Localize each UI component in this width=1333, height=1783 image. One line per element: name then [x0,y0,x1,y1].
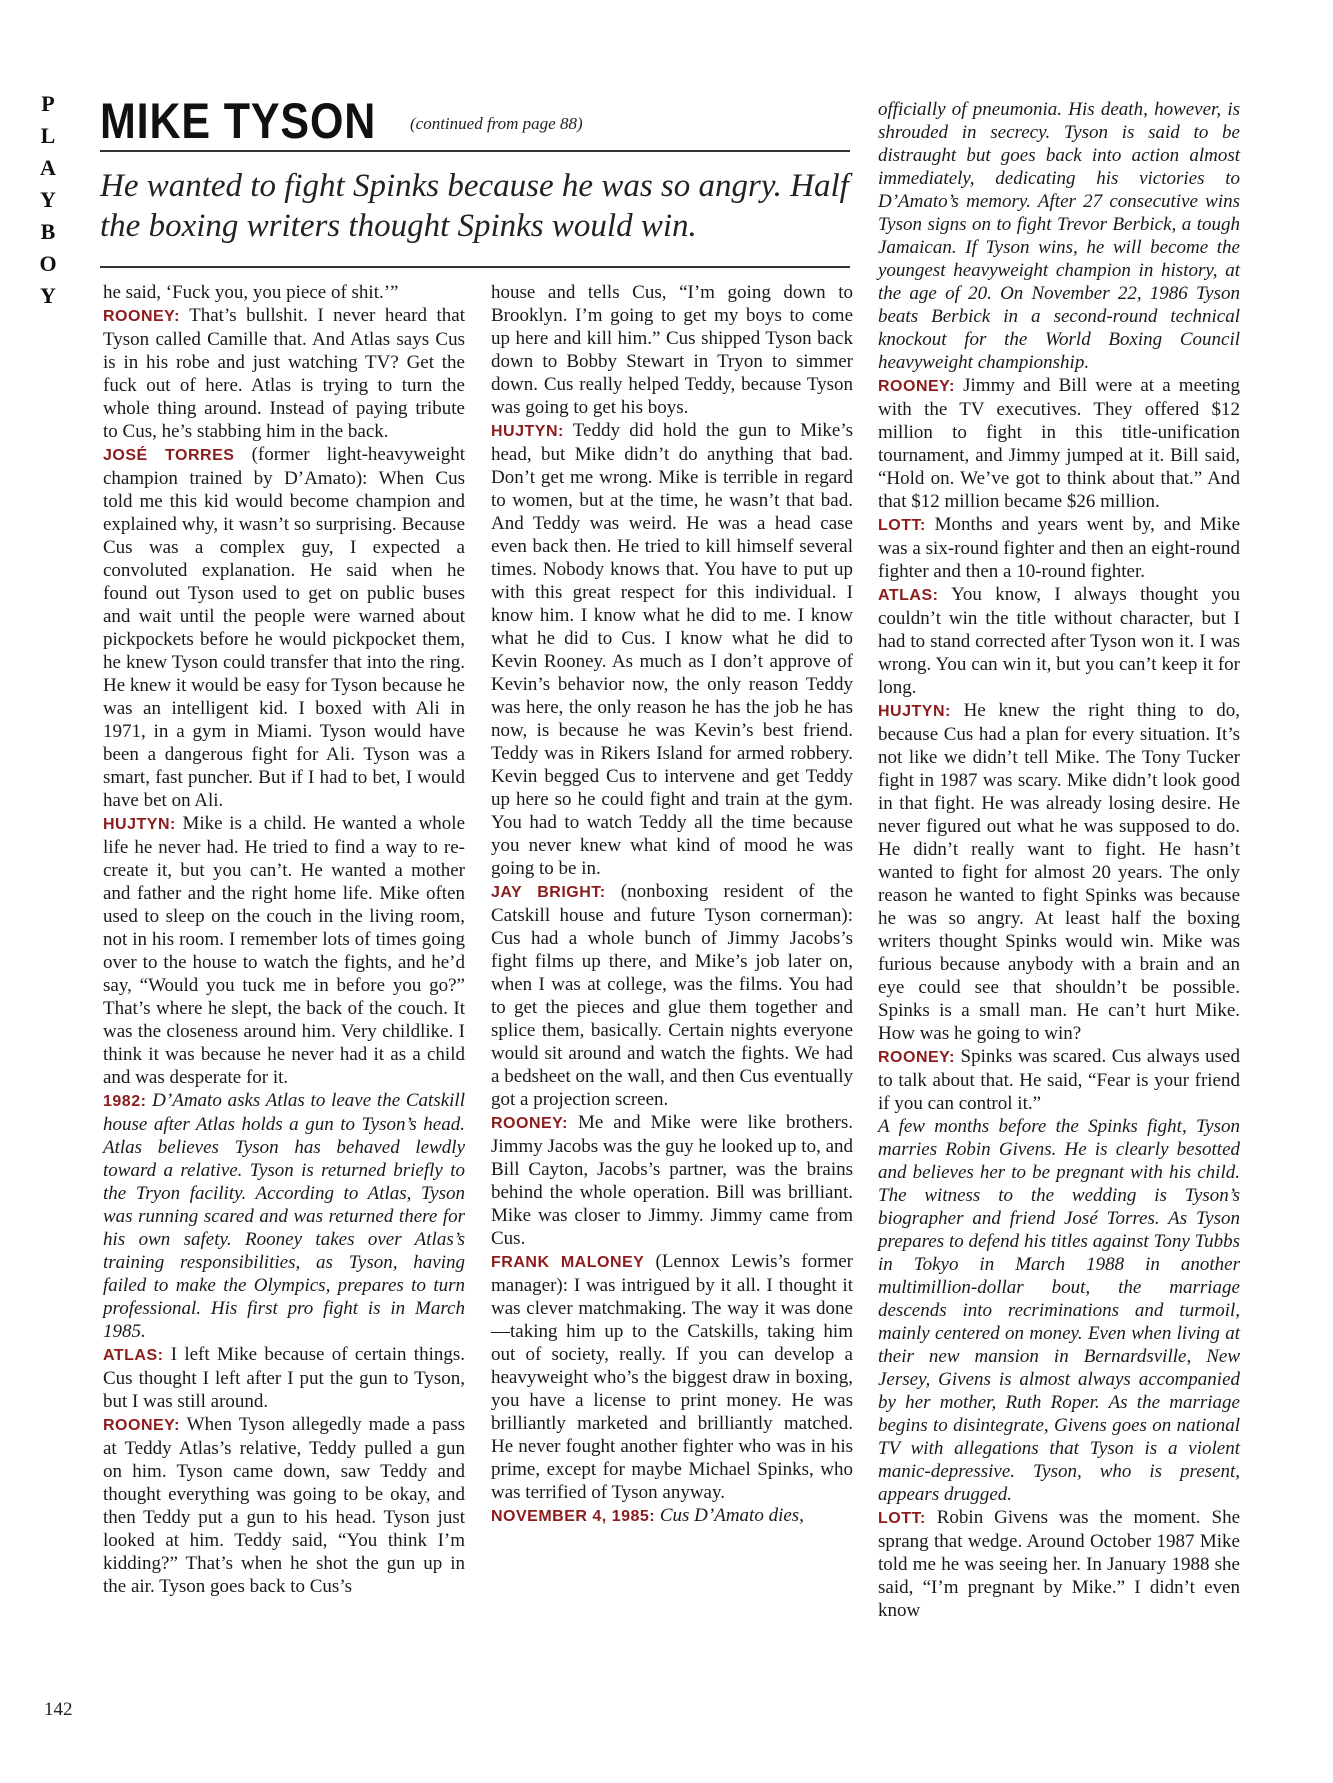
paragraph [103,443,465,812]
paragraph-text: officially of pneumonia. His death, however, is shrouded in secrecy. Tyson is said to be distraught but goes back into action almost immediately, dedicating his victories to D’Amato’s memory. After 27 consecutive wins Tyson signs on to fight Trevor Berbick, a tough Jamaican. If Tyson wins, he will become the youngest heavyweight champion in history, at the age of 20. On November 22, 1986 Tyson beats Berbick in a second-round technical knockout for the World Boxing Council heavyweight championship. [878,99,1240,373]
paragraph [878,513,1240,583]
paragraph [878,699,1240,1045]
paragraph [103,812,465,1089]
pull-quote-rule [100,266,850,268]
article-title: MIKE TYSON [100,93,377,149]
speaker-label: HUJTYN: [103,816,176,833]
speaker-label: JAY BRIGHT: [491,884,606,901]
paragraph [878,1506,1240,1622]
paragraph [878,98,1240,374]
text-column-1 [103,281,465,1598]
paragraph-text: Spinks was scared. Cus always used to talk about that. He said, “Fear is your friend if you can control it.” [878,1046,1240,1114]
paragraph [491,1250,853,1504]
paragraph-text: (Lennox Lewis’s former manager): I was intrigued by it all. I thought it was clever matchmaking. The way it was done—taking him up to the Catskills, taking him out of society, really. If you can develop a heavyweight who’s the biggest draw in boxing, you have a license to print money. He was brilliantly marketed and brilliantly matched. He never fought another fighter who was in his prime, except for maybe Michael Spinks, who was terrified of Tyson anyway. [491,1251,854,1503]
paragraph [878,1115,1240,1506]
paragraph-text: He knew the right thing to do, because Cus had a plan for every situation. It’s not like we didn’t tell Mike. The Tony Tucker fight in 1987 was scary. Mike didn’t look good in that fight. He was already losing desire. He never figured out what he was supposed to do. He didn’t really want to fight. He hasn’t wanted to fight for almost 20 years. The only reason he wanted to fight Spinks was because he was so angry. At least half the boxing writers thought Spinks would win. Mike was furious because anybody with a brain and an eye could see that shouldn’t be possible. Spinks is a small man. He can’t hurt Mike. How was he going to win? [878,700,1240,1044]
speaker-label: HUJTYN: [491,423,564,440]
paragraph [103,1413,465,1598]
speaker-label: LOTT: [878,1510,926,1527]
page-number: 142 [44,1699,73,1720]
paragraph-text: D’Amato asks Atlas to leave the Catskill house after Atlas holds a gun to Tyson’s head. Atlas believes Tyson has behaved lewdly toward a relative. Tyson is returned briefly to the Tryon facility. According to Atlas, Tyson was running scared and was returned there for his own safety. Rooney takes over Atlas’s training responsibilities, as Tyson, having failed to make the Olympics, prepares to turn professional. His first pro fight is in March 1985. [103,1090,465,1342]
paragraph-text: You know, I always thought you couldn’t win the title without character, but I had to stand corrected after Tyson won it. I was wrong. You can win it, but you can’t keep it for long. [878,584,1240,698]
speaker-label: JOSÉ TORRES [103,447,235,464]
mag-letter: Y [40,283,58,308]
pull-quote: He wanted to fight Spinks because he was so angry. Half the boxing writers thought Spinks would win. [100,168,849,244]
mag-letter: A [40,155,58,180]
mag-letter: B [40,219,58,244]
paragraph-text: When Tyson allegedly made a pass at Teddy Atlas’s relative, Teddy pulled a gun on him. Tyson came down, saw Teddy and thought everything was going to be okay, and then Teddy put a gun to his head. Tyson just looked at him. Teddy said, “You think I’m kidding?” That’s when he shot the gun up in the air. Tyson goes back to Cus’s [103,1414,465,1597]
speaker-label: NOVEMBER 4, 1985: [491,1508,656,1525]
paragraph [103,281,465,304]
paragraph-text: (former light-heavyweight champion trained by D’Amato): When Cus told me this kid would become champion and explained why, it wasn’t so surprising. Because Cus was a complex guy, I expected a convoluted explanation. He said when he found out Tyson used to get on public buses and wait until the people were warned about pickpockets before he would pickpocket them, he knew Tyson could transfer that into the ring. He knew it would be easy for Tyson because he was an intelligent kid. I boxed with Ali in 1971, in a gym in Miami. Tyson would have been a dangerous fight for Ali. Tyson was a smart, fast puncher. But if I had to bet, I would have bet on Ali. [103,444,465,811]
paragraph-text: Robin Givens was the moment. She sprang that wedge. Around October 1987 Mike told me he was seeing her. In January 1988 she said, “I’m pregnant by Mike.” I didn’t even know [878,1507,1240,1621]
mag-letter: Y [40,187,58,212]
paragraph-text: house and tells Cus, “I’m going down to Brooklyn. I’m going to get my boys to come up here and kill him.” Cus shipped Tyson back down to Bobby Stewart in Tryon to simmer down. Cus really helped Teddy, because Tyson was going to get his boys. [491,282,853,418]
speaker-label: ROONEY: [103,1417,180,1434]
paragraph-text: Jimmy and Bill were at a meeting with the TV executives. They offered $12 million to fight in this title-unification tournament, and Jimmy jumped at it. Bill said, “Hold on. We’ve got to think about that.” And that $12 million became $26 million. [878,375,1240,512]
paragraph [491,281,853,419]
mag-letter: L [40,123,58,148]
continued-note: (continued from page 88) [410,114,583,133]
text-column-2 [491,281,853,1528]
paragraph [103,1343,465,1413]
paragraph [491,419,853,880]
header-rule [100,150,850,152]
paragraph-text: Mike is a child. He wanted a whole life he never had. He tried to find a way to re-create it, but you can’t. He wanted a mother and father and the right home life. Mike often used to sleep on the couch in the living room, not in his room. I remember lots of times going over to the house to watch the fights, and he’d say, “Would you tuck me in before you go?” That’s where he slept, the back of the couch. It was the closeness around him. Very childlike. I think it was because he never had it as a child and was desperate for it. [103,813,465,1088]
speaker-label: ROONEY: [491,1115,568,1132]
paragraph [878,1045,1240,1115]
speaker-label: ROONEY: [878,378,955,395]
paragraph-text: he said, ‘Fuck you, you piece of shit.’” [103,282,399,303]
paragraph [491,1504,853,1528]
speaker-label: ATLAS: [878,587,939,604]
paragraph-text: I left Mike because of certain things. Cus thought I left after I put the gun to Tyson, but I was still around. [103,1344,465,1412]
speaker-label: ROONEY: [103,308,180,325]
speaker-label: FRANK MALONEY [491,1254,645,1271]
speaker-label: LOTT: [878,517,926,534]
mag-letter: O [39,251,59,276]
magazine-name-vertical [34,88,64,312]
paragraph-text: That’s bullshit. I never heard that Tyson called Camille that. And Atlas says Cus is in his robe and just watching TV? Get the fuck out of here. Atlas is trying to turn the whole thing around. Instead of paying tribute to Cus, he’s stabbing him in the back. [103,305,465,442]
paragraph [103,1089,465,1343]
paragraph [103,304,465,443]
paragraph-text: Me and Mike were like brothers. Jimmy Jacobs was the guy he looked up to, and Bill Cayton, Jacobs’s partner, was the brains behind the whole operation. Bill was brilliant. Mike was closer to Jimmy. Jimmy came from Cus. [491,1112,854,1249]
paragraph-text: Months and years went by, and Mike was a six-round fighter and then an eight-round fighter and then a 10-round fighter. [878,514,1240,582]
paragraph-text: Teddy did hold the gun to Mike’s head, but Mike didn’t do anything that bad. Don’t get me wrong. Mike is terrible in regard to women, but at the time, he wasn’t that bad. And Teddy was weird. He was a head case even back then. He tried to kill himself several times. Nobody knows that. You have to put up with this great respect for this individual. I know him. I know what he did to me. I know what he did to Cus. I know what he did to Kevin Rooney. As much as I don’t approve of Kevin’s behavior now, the only reason Teddy was here, the only reason he has the job he has now, is because he was Kevin’s best friend. Teddy was in Rikers Island for armed robbery. Kevin begged Cus to intervene and get Teddy up here so he could fight and train at the gym. You had to watch Teddy all the time because you never knew what kind of mood he was going to be in. [491,420,853,879]
paragraph-text: A few months before the Spinks fight, Tyson marries Robin Givens. He is clearly besotted and believes her to be pregnant with his child. The witness to the wedding is Tyson’s biographer and friend José Torres. As Tyson prepares to defend his titles against Tony Tubbs in Tokyo in March 1988 in another multimillion-dollar bout, the marriage descends into recriminations and turmoil, mainly centered on money. Even when living at their new mansion in Bernardsville, New Jersey, Givens is almost always accompanied by her mother, Ruth Roper. As the marriage begins to disintegrate, Givens goes on national TV with allegations that Tyson is a violent manic-depressive. Tyson, who is present, appears drugged. [878,1116,1240,1505]
speaker-label: ATLAS: [103,1347,164,1364]
speaker-label: ROONEY: [878,1049,955,1066]
mag-letter: P [41,91,57,116]
text-column-3 [878,98,1240,1622]
paragraph [878,583,1240,699]
paragraph-text: Cus D’Amato dies, [655,1505,804,1526]
paragraph-text: (nonboxing resident of the Catskill house and future Tyson cornerman): Cus had a whole bunch of Jimmy Jacobs’s fight films up there, and Mike’s job later on, when I was at college, was the films. You had to get the pieces and glue them together and splice them, basically. Certain nights everyone would sit around and watch the fights. We had a bedsheet on the wall, and then Cus eventually got a projection screen. [491,881,853,1110]
paragraph [491,1111,853,1250]
paragraph [878,374,1240,513]
paragraph [491,880,853,1111]
speaker-label: HUJTYN: [878,703,951,720]
speaker-label: 1982: [103,1093,147,1110]
